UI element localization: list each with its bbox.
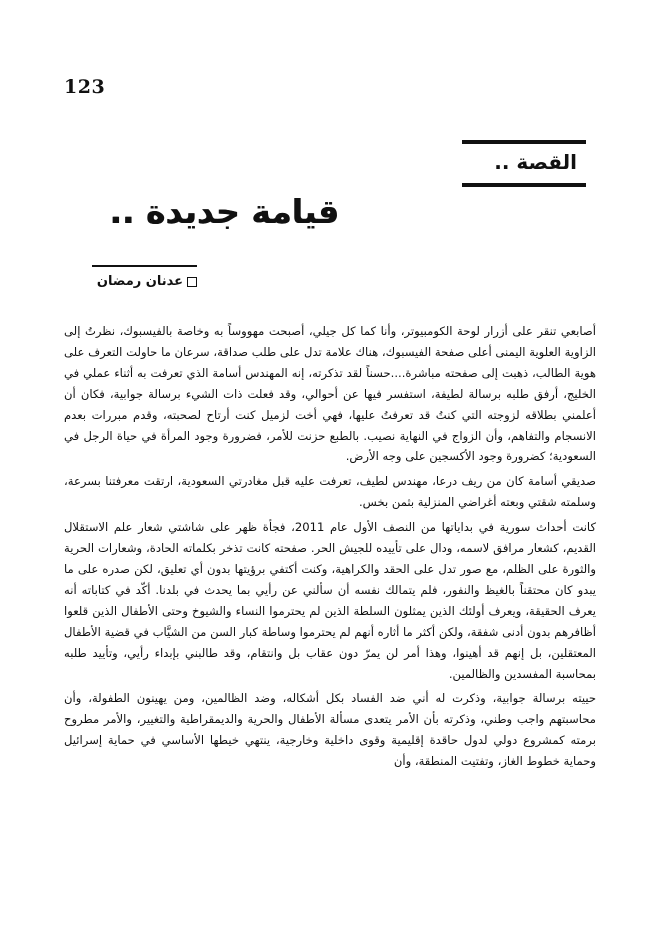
author-byline	[97, 274, 197, 289]
section-label: القصة ..	[494, 150, 577, 174]
author-rule	[92, 265, 197, 267]
paragraph: أصابعي تنقر على أزرار لوحة الكومبيوتر، وأنا كما كل جيلي، أصبحت مهووساً به وخاصة بالفيسبوك، نظرتُ إلى الزاوية العلوية اليمنى أعلى صفحة الفيسبوك، هناك علامة تدل على طلب صداقة، سرعان ما حاولت التعرف على هوية الطالب، ذهبت إلى صفحته مباشرة....حسناً لقد تذكرته، إنه المهندس أسامة الذي تعرفت به أثناء عملي في الخليج، أرفق طلبه برسالة لطيفة، استفسر فيها عن أحوالي، وقد فعلت ذات الشيء برسالة جوابية، فكان أن أعلمني بطلاقه لزوجته التي كنتُ قد تعرفتُ عليها، فهي أخت لزميل كنت أرتاح لصحبته، وقدم مبررات بعدم الانسجام والتفاهم، وأن الزواج في النهاية نصيب. بالطبع حزنت للأمر، فضرورة وجود المرأة في حياة الرجل في السعودية؛ كضرورة وجود الأكسجين على وجه الأرض.	[64, 324, 596, 464]
page-number: 123	[64, 76, 106, 98]
author-name: عدنان رمضان	[96, 274, 183, 289]
paragraph: حييته برسالة جوابية، وذكرت له أني ضد الفساد بكل أشكاله، وضد الظالمين، ومن يهينون الطفولة، وأن محاسبتهم واجب وطني، وذكرته بأن الأمر يتعدى مسألة الأطفال والحرية والديمقراطية والتغيير، والأمر مطروح برمته كمشروع دولي لدول حاقدة إقليمية وقوى داخلية وخارجية، ينتهي خيطها الأساسي في حماية إسرائيل وحماية خطوط الغاز، وتفتيت المنطقة، وأن	[64, 691, 596, 769]
section-bottom-rule	[462, 183, 586, 187]
section-top-rule	[462, 140, 586, 144]
story-title: قيامة جديدة ..	[109, 192, 339, 231]
article-body	[64, 321, 596, 776]
paragraph: كانت أحداث سورية في بداياتها من النصف الأول عام 2011، فجأة ظهر على شاشتي شعار علم الاستقلال القديم، كشعار مرافق لاسمه، ودال على تأييده للجيش الحر. صفحته كانت تذخر بكلماته الحادة، وشعارات الحرية والثورة على الظلم، مع صور تدل على الحقد والكراهية، وكنت أكتفي برؤيتها بدون أي تعليق، لكن صدره على ما يبدو كان محتقناً بالغيظ والنفور، فلم يتمالك نفسه أن سألني عن رأيي بما يحدث في بلدنا. أكّد في كتاباته أنه يعرف الحقيقة، ويعرف أولئك الذين يمثلون السلطة الذين لم يحترموا النساء والشيوخ وحتى الأطفال الذين قلعوا أظافرهم بدون أدنى شفقة، ولكن أكثر ما أثاره أنهم لم يحترموا وساطة كبار السن من الشيَّاب في قضية الأطفال المعتقلين، بل إنهم قد أهينوا، وهذا أمر لن يمرّ دون عقاب بل وانتقام، وقد طالبني بإبداء رأيي، وتأييد طلبه بمحاسبة المفسدين والظالمين.	[64, 520, 596, 681]
square-bullet-icon	[187, 277, 197, 287]
paragraph: صديقي أسامة كان من ريف درعا، مهندس لطيف، تعرفت عليه قبل مغادرتي السعودية، ارتقت معرفتنا بسرعة، وسلمته شقتي وبعته أغراضي المنزلية بثمن بخس.	[64, 474, 596, 510]
